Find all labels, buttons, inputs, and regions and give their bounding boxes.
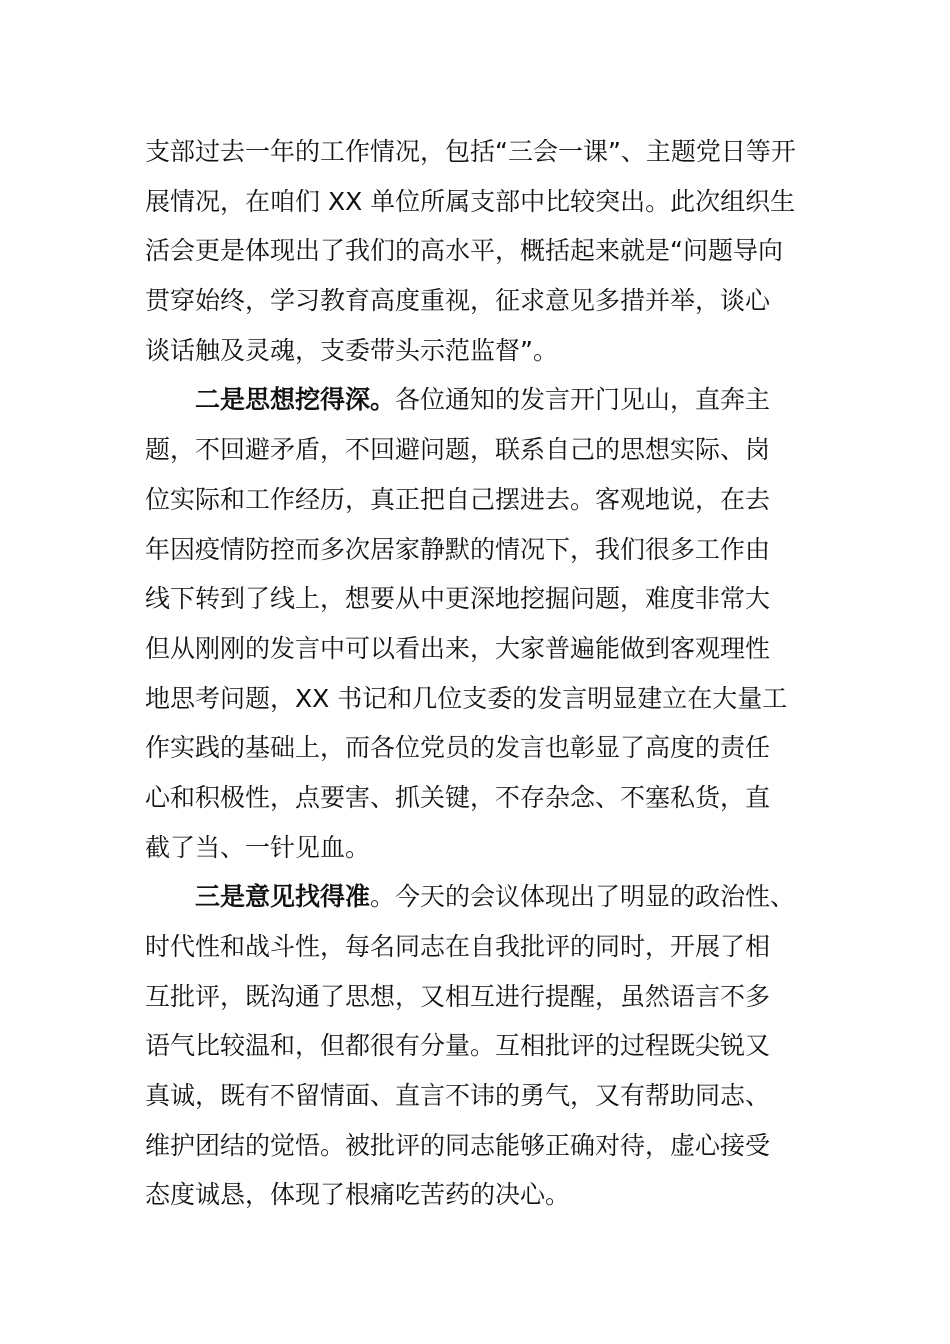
- text-line: 谈话触及灵魂，支委带头示范监督”。: [145, 335, 558, 365]
- text-line: 地思考问题，XX 书记和几位支委的发言明显建立在大量工: [145, 683, 788, 713]
- text-line: 年因疫情防控而多次居家静默的情况下，我们很多工作由: [145, 534, 771, 564]
- paragraph-first-line: [145, 872, 825, 922]
- document-body: [145, 127, 825, 1220]
- paragraph-3: [145, 872, 825, 1220]
- text-run: 。今天的会议体现出了明显的政治性、: [370, 882, 796, 912]
- text-line: 支部过去一年的工作情况，包括“三会一课”、主题党日等开: [145, 137, 796, 166]
- text-line: 维护团结的觉悟。被批评的同志能够正确对待，虚心接受: [145, 1130, 771, 1160]
- text-line: 心和积极性，点要害、抓关键，不存杂念、不塞私货，直: [145, 782, 771, 812]
- text-line: 贯穿始终，学习教育高度重视，征求意见多措并举，谈心: [145, 286, 771, 316]
- text-line: 态度诚恳，体现了根痛吃苦药的决心。: [145, 1180, 571, 1210]
- text-run: 各位通知的发言开门见山，直奔主: [395, 385, 771, 415]
- text-line: 互批评，既沟通了思想，又相互进行提醒，虽然语言不多: [145, 981, 771, 1011]
- text-line: 线下转到了线上，想要从中更深地挖掘问题，难度非常大: [145, 584, 771, 614]
- text-line: 题，不回避矛盾，不回避问题，联系自己的思想实际、岗: [145, 435, 771, 465]
- text-line: 时代性和战斗性，每名同志在自我批评的同时，开展了相: [145, 932, 771, 961]
- paragraph-2: [145, 375, 825, 872]
- text-line: 作实践的基础上，而各位党员的发言也彰显了高度的责任: [145, 733, 771, 763]
- paragraph-heading: 二是思想挖得深。: [195, 385, 396, 415]
- text-line: 但从刚刚的发言中可以看出来，大家普遍能做到客观理性: [145, 633, 771, 663]
- paragraph-heading: 三是意见找得准: [195, 882, 371, 912]
- text-line: 位实际和工作经历，真正把自己摆进去。客观地说，在去: [145, 484, 771, 514]
- text-line: 真诚，既有不留情面、直言不讳的勇气，又有帮助同志、: [145, 1081, 771, 1111]
- text-line: 语气比较温和，但都很有分量。互相批评的过程既尖锐又: [145, 1031, 771, 1061]
- text-line: 截了当、一针见血。: [145, 832, 371, 862]
- text-line: 活会更是体现出了我们的高水平，概括起来就是“问题导向: [145, 236, 783, 266]
- text-line: 展情况，在咱们 XX 单位所属支部中比较突出。此次组织生: [145, 186, 796, 216]
- paragraph-1: [145, 127, 825, 375]
- paragraph-first-line: [145, 375, 825, 425]
